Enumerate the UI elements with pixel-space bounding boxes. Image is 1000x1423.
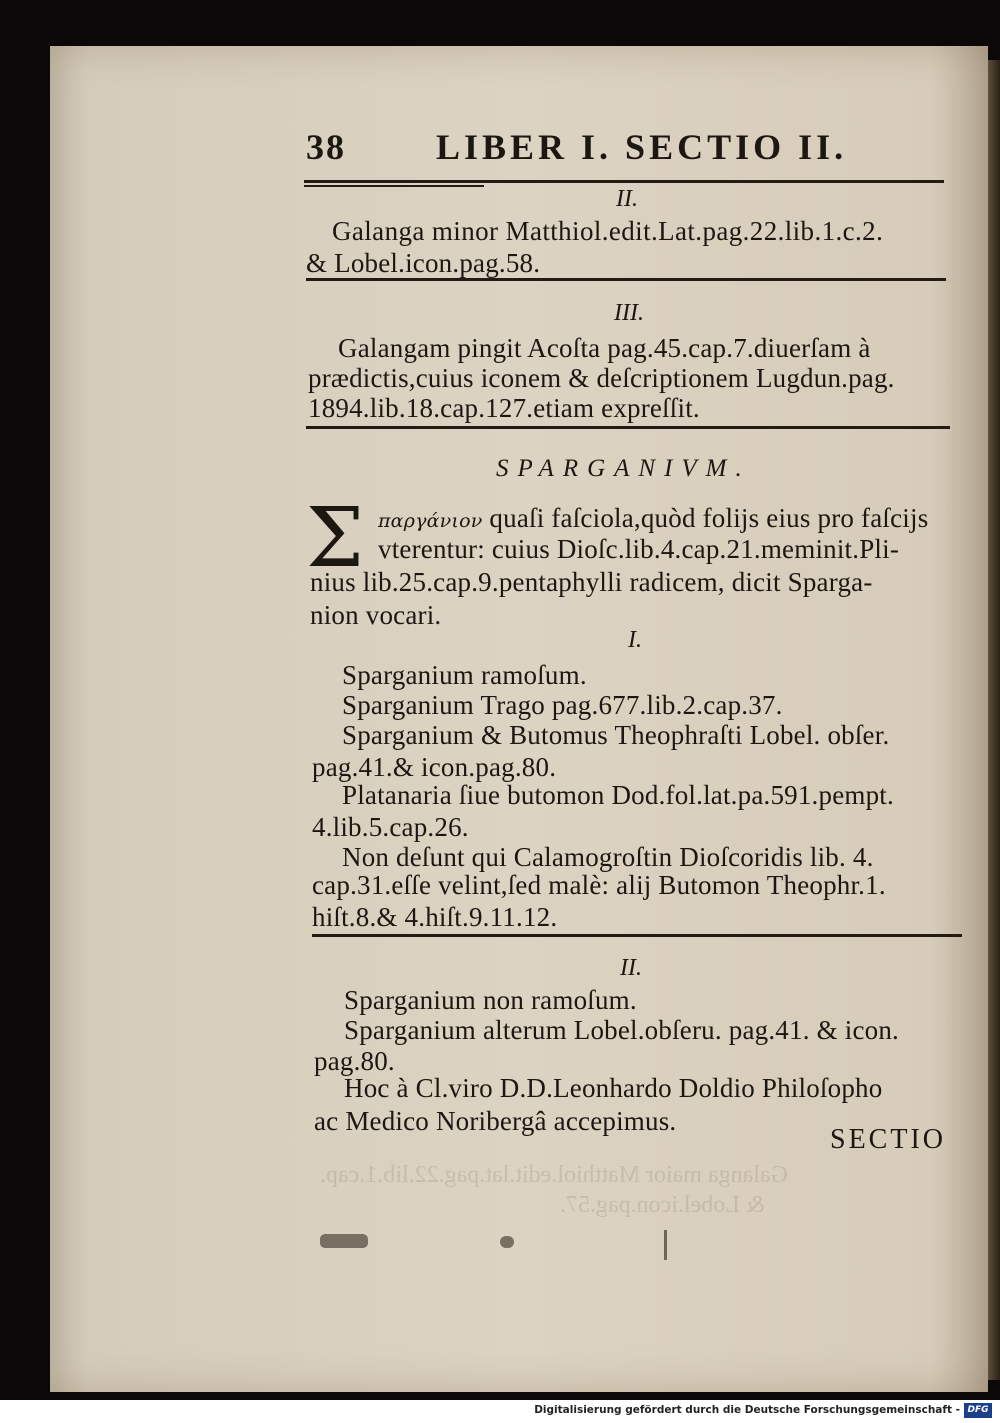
species-line: Sparganium non ramoſum.: [344, 985, 637, 1015]
species-line: Sparganium Trago pag.677.lib.2.cap.37.: [342, 690, 783, 720]
species-line: Hoc à Cl.viro D.D.Leonhardo Doldio Philoſopho: [344, 1073, 883, 1103]
intro-text: quaſi faſciola,quòd folijs eius pro faſcijs: [489, 503, 929, 533]
dfg-logo: DFG: [964, 1403, 992, 1418]
footer-credit: Digitalisierung gefördert durch die Deutsche Forschungsgemeinschaft -: [534, 1404, 960, 1416]
species-numeral: II.: [620, 955, 642, 981]
page-number: 38: [306, 127, 346, 167]
species-line: cap.31.eſſe velint,ſed malè: alij Butomon Theophr.1.: [312, 870, 886, 900]
species-line: ac Medico Noribergâ accepimus.: [314, 1106, 677, 1136]
ink-smudge: [320, 1234, 368, 1248]
ink-mark: [664, 1230, 667, 1260]
species-line: hiſt.8.& 4.hiſt.9.11.12.: [312, 902, 558, 932]
divider-rule: [306, 426, 950, 429]
entry-numeral: III.: [614, 300, 644, 326]
entry-line: Galangam pingit Acoſta pag.45.cap.7.diuerſam à: [338, 333, 871, 363]
species-line: Non deſunt qui Calamogroſtin Dioſcoridis lib. 4.: [342, 842, 874, 872]
species-line: Platanaria ſiue butomon Dod.fol.lat.pa.591.pempt.: [342, 780, 894, 810]
divider-rule: [306, 278, 946, 281]
intro-line: nius lib.25.cap.9.pentaphylli radicem, dicit Sparga-: [310, 567, 873, 597]
species-line: 4.lib.5.cap.26.: [312, 812, 469, 842]
entry-line: & Lobel.icon.pag.58.: [306, 248, 541, 278]
intro-line: vterentur: cuius Dioſc.lib.4.cap.21.meminit.Pli-: [378, 534, 900, 564]
ink-smudge: [500, 1236, 514, 1248]
species-line: pag.80.: [314, 1046, 395, 1076]
drop-initial: Σ: [306, 491, 364, 586]
show-through-text: & Lobel.icon.pag.57.: [560, 1192, 765, 1218]
entry-numeral: II.: [616, 186, 638, 212]
greek-word: παργάνιον: [378, 510, 483, 532]
section-title: SPARGANIVM.: [496, 455, 751, 482]
header-rule: [304, 180, 944, 183]
show-through-text: Galanga maior Matthiol.edit.lat.pag.22.lib.1.cap.: [320, 1162, 788, 1188]
entry-line: 1894.lib.18.cap.127.etiam expreſſit.: [308, 393, 700, 423]
entry-line: Galanga minor Matthiol.edit.Lat.pag.22.lib.1.c.2.: [332, 216, 884, 246]
running-head: LIBER I. SECTIO II.: [436, 127, 848, 167]
species-line: Sparganium ramoſum.: [342, 660, 587, 690]
intro-line-1: [378, 503, 928, 534]
divider-rule: [312, 934, 962, 937]
catchword: SECTIO: [830, 1124, 946, 1155]
header-rule-accent: [304, 185, 484, 187]
species-line: Sparganium alterum Lobel.obſeru. pag.41. & icon.: [344, 1015, 899, 1045]
species-line: Sparganium & Butomus Theophraſti Lobel. obſer.: [342, 720, 890, 750]
intro-line: nion vocari.: [310, 600, 442, 630]
species-numeral: I.: [628, 627, 642, 653]
species-line: pag.41.& icon.pag.80.: [312, 752, 557, 782]
entry-line: prædictis,cuius iconem & deſcriptionem Lugdun.pag.: [308, 363, 895, 393]
footer-bar: [0, 1400, 1000, 1423]
